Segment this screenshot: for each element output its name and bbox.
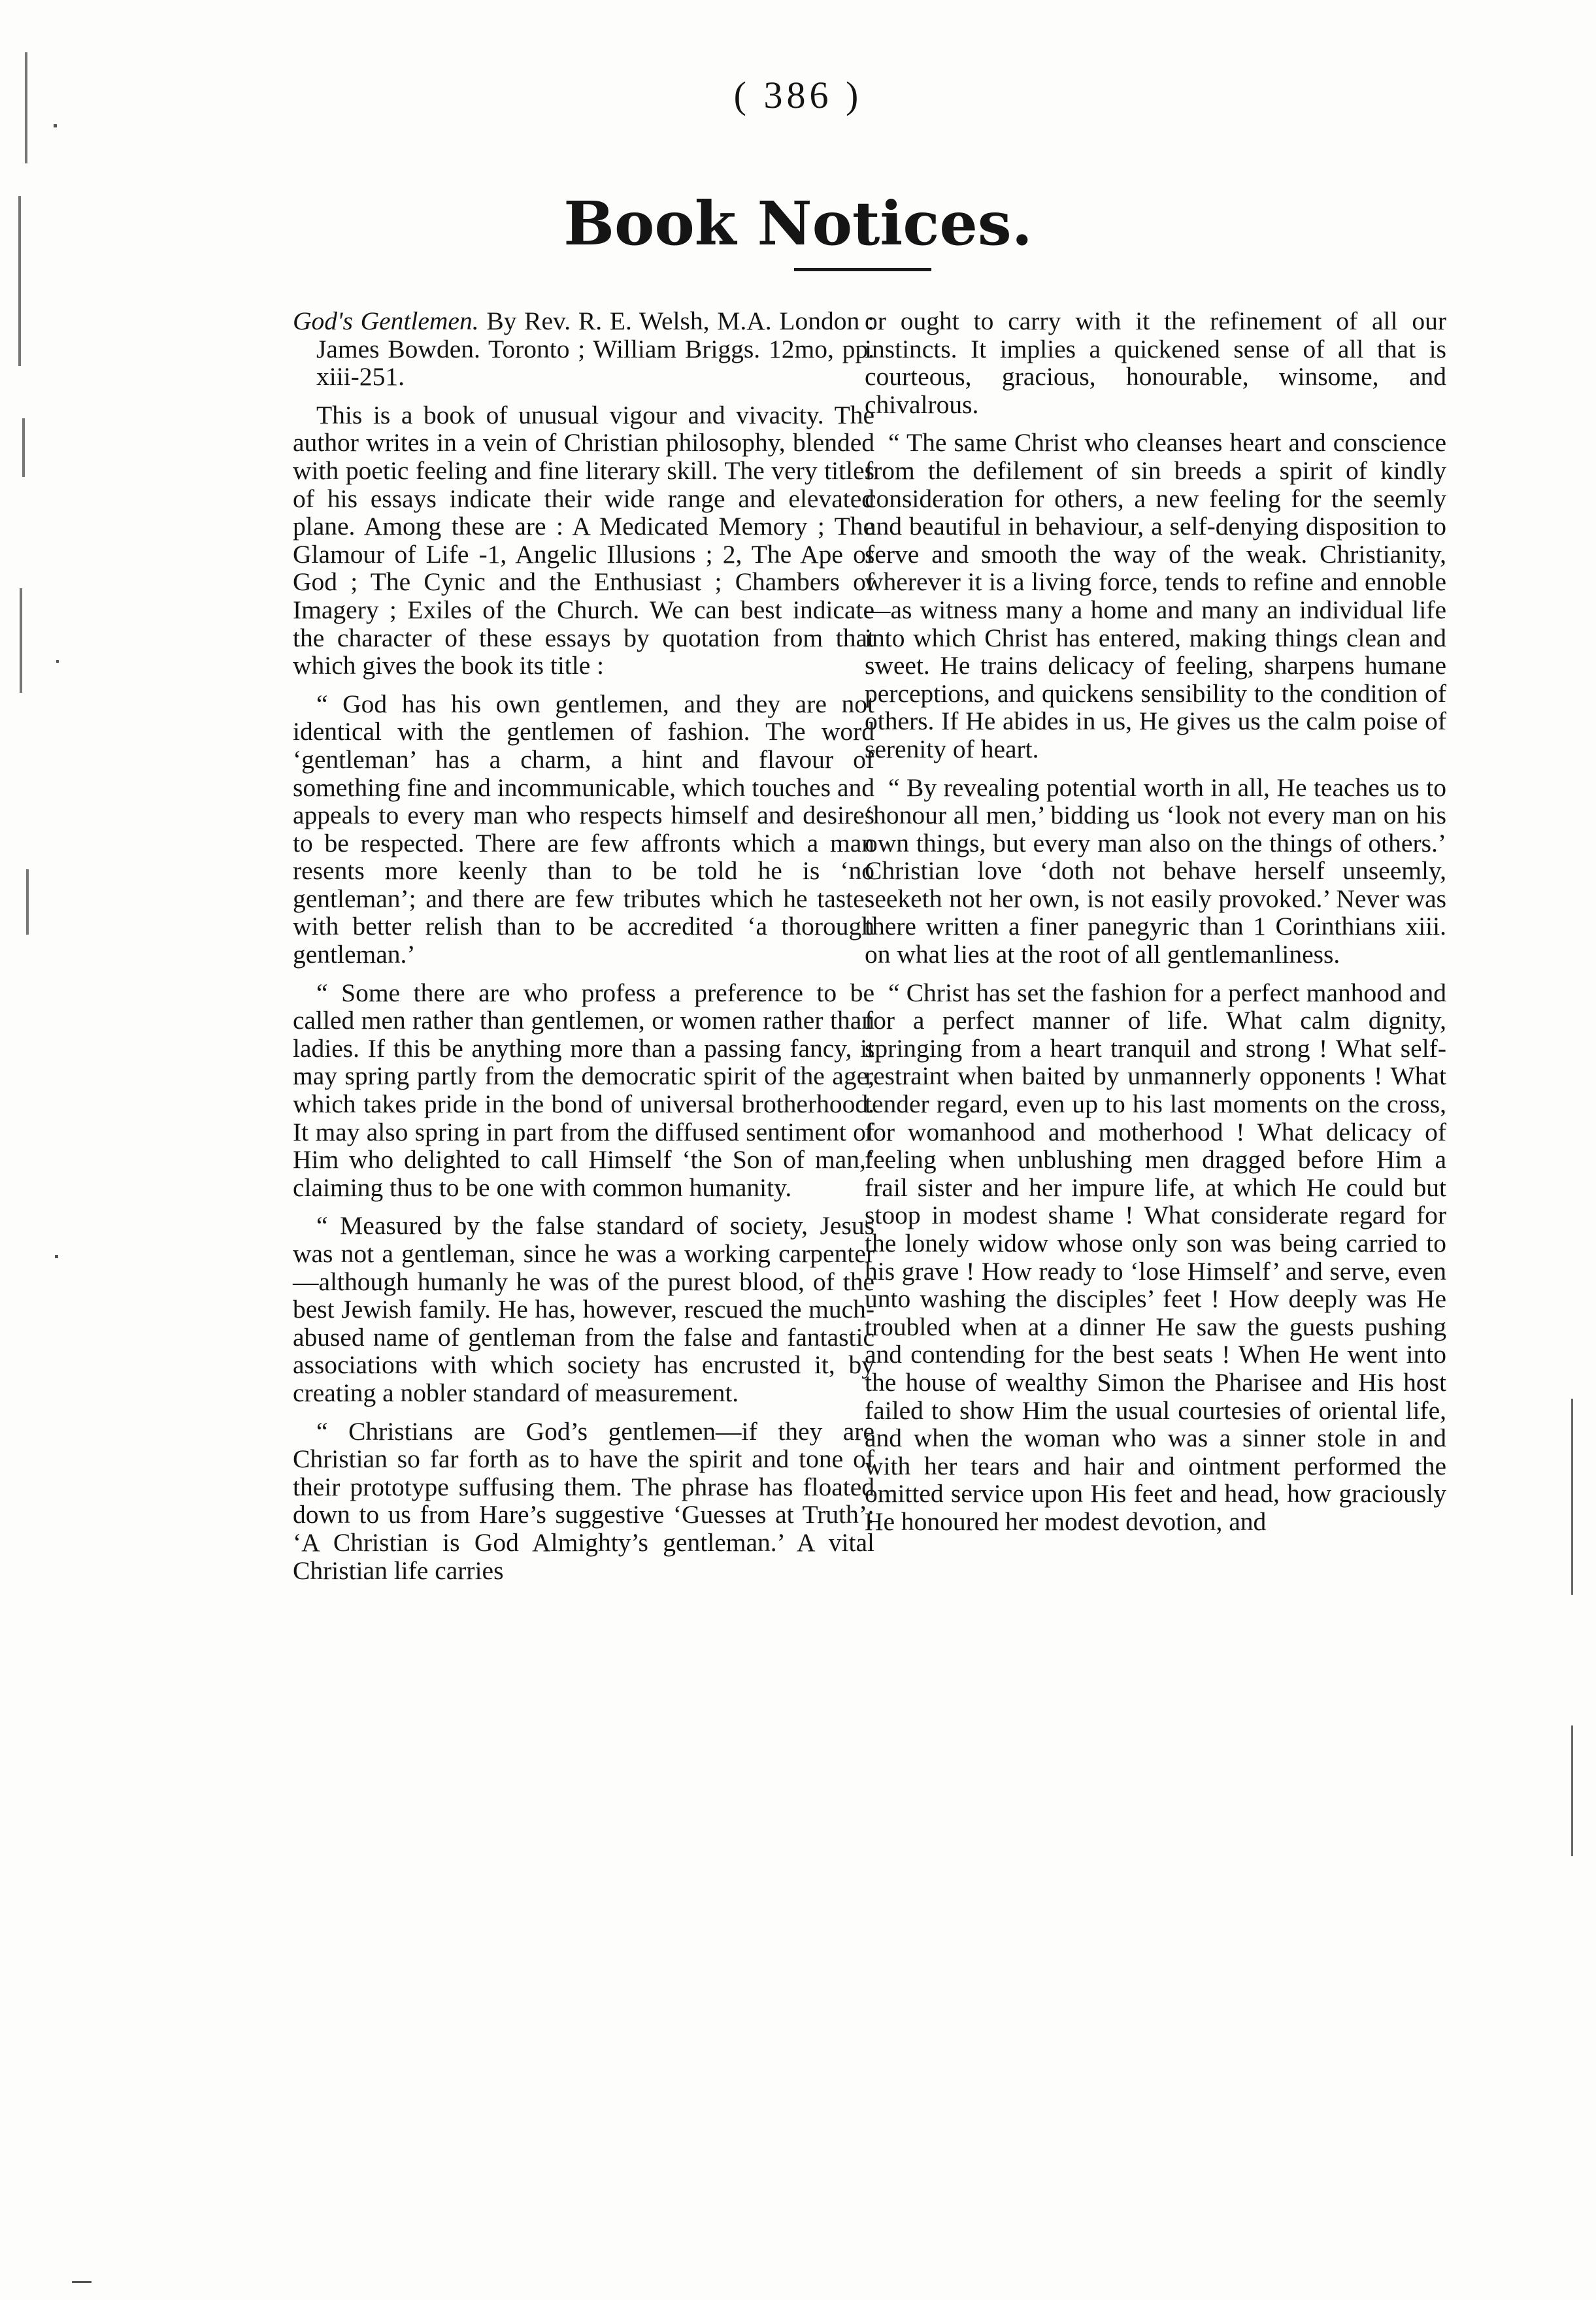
scan-speck	[54, 124, 57, 127]
book-citation	[293, 307, 874, 391]
scan-margin-mark	[20, 588, 22, 693]
quote-paragraph: “ Christ has set the fashion for a perfect manhood and for a perfect manner of life. What calm dignity, springing from a heart tranquil and strong ! What self-restraint when baited by unmannerly opponents ! What tender regard, even up to his last moments on the cross, for womanhood and motherhood ! What delicacy of feeling when unblushing men dragged before Him a frail sister and her impure life, at which He could but stoop in modest shame ! What considerate regard for the lonely widow whose only son was being carried to his grave ! How ready to ‘lose Himself’ and serve, even unto washing the disciples’ feet ! How deeply was He troubled when at a dinner He saw the guests pushing and contending for the best seats ! When He went into the house of wealthy Simon the Pharisee and His host failed to show Him the usual courtesies of oriental life, and when the woman who was a sinner stole in and with her tears and hair and ointment performed the omitted service upon His feet and head, how graciously He honoured her modest devotion, and	[865, 978, 1446, 1536]
book-title: God's Gentlemen.	[293, 307, 479, 335]
page-number: ( 386 )	[733, 74, 863, 116]
quote-paragraph: “ Christians are God’s gentlemen—if they are Christian so far forth as to have the spirit and tone of their prototype suffusing them. The phrase has floated down to us from Hare’s suggestive ‘Guesses at Truth’: ‘A Christian is God Almighty’s gentleman.’ A vital Christian life carries	[293, 1416, 874, 1585]
scan-speck	[55, 1255, 58, 1258]
scan-margin-mark	[22, 418, 25, 477]
review-paragraph: This is a book of unusual vigour and vivacity. The author writes in a vein of Christian philosophy, blended with poetic feeling and fine literary skill. The very titles of his essays indicate their wide range and elevated plane. Among these are : A Medicated Memory ; The Glamour of Life -1, Angelic Illusions ; 2, The Ape of God ; The Cynic and the Enthusiast ; Chambers of Imagery ; Exiles of the Church. We can best indicate the character of these essays by quotation from that which gives the book its title :	[293, 400, 874, 680]
scan-speck	[72, 2281, 91, 2283]
book-publisher: London : James Bowden. Toronto ; William Briggs. 12mo, pp. xiii-251.	[316, 307, 874, 392]
right-column	[865, 307, 1446, 1546]
quote-paragraph: “ The same Christ who cleanses heart and conscience from the defilement of sin breeds a spirit of kindly consideration for others, a new feeling for the seemly and beautiful in behaviour, a self-denying disposition to serve and smooth the way of the weak. Christianity, wherever it is a living force, tends to refine and ennoble —as witness many a home and many an individual life into which Christ has entered, making things clean and sweet. He trains delicacy of feeling, sharpens humane perceptions, and quickens sensibility to the condition of others. If He abides in us, He gives us the calm poise of serenity of heart.	[865, 428, 1446, 763]
title-rule	[794, 268, 931, 271]
scan-margin-mark	[26, 869, 29, 935]
quote-paragraph: “ Some there are who profess a preference to be called men rather than gentlemen, or women rather than ladies. If this be anything more than a passing fancy, it may spring partly from the democratic spirit of the age, which takes pride in the bond of universal brotherhood. It may also spring in part from the diffused sentiment of Him who delighted to call Himself ‘the Son of man,’ claiming thus to be one with common humanity.	[293, 978, 874, 1202]
left-column	[293, 307, 874, 1595]
quote-paragraph: “ God has his own gentlemen, and they are not identical with the gentlemen of fashion. The word ‘gentleman’ has a charm, a hint and flavour of something fine and incommunicable, which touches and appeals to every man who respects himself and desires to be respected. There are few affronts which a man resents more keenly than to be told he is ‘no gentleman’; and there are few tributes which he tastes with better relish than to be accredited ‘a thorough gentleman.’	[293, 689, 874, 969]
scan-speck	[56, 660, 59, 663]
scan-edge-mark	[1571, 1725, 1573, 1856]
book-author: By Rev. R. E. Welsh, M.A.	[486, 307, 772, 335]
quote-paragraph: “ Measured by the false standard of society, Jesus was not a gentleman, since he was a working carpenter—although humanly he was of the purest blood, of the best Jewish family. He has, however, rescued the much-abused name of gentleman from the false and fantastic associations with which society has encrusted it, by creating a nobler standard of measurement.	[293, 1211, 874, 1407]
quote-paragraph: “ By revealing potential worth in all, He teaches us to ‘honour all men,’ bidding us ‘look not every man on his own things, but every man also on the things of others.’ Christian love ‘doth not behave herself unseemly, seeketh not her own, is not easily provoked.’ Never was there written a finer panegyric than 1 Corinthians xiii. on what lies at the root of all gentlemanliness.	[865, 773, 1446, 969]
section-title: Book Notices.	[563, 188, 1033, 259]
continued-paragraph: or ought to carry with it the refinement of all our instincts. It implies a quickened sense of all that is courteous, gracious, honourable, winsome, and chivalrous.	[865, 307, 1446, 419]
scan-edge-mark	[1571, 1399, 1573, 1595]
